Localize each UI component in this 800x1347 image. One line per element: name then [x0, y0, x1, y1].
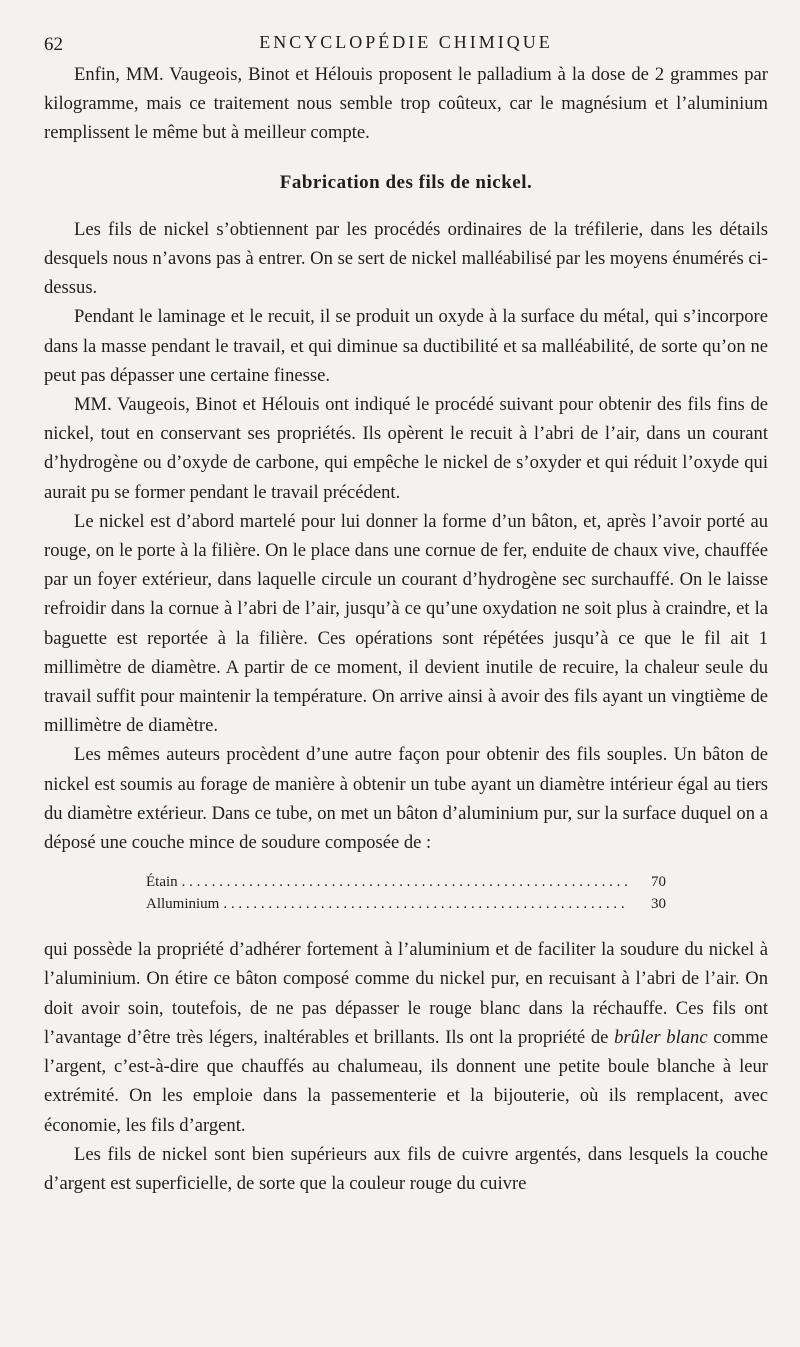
composition-row [146, 893, 666, 915]
paragraph-trefilerie: Les fils de nickel s’obtiennent par les procédés ordinaires de la tréfilerie, dans les détails desquels nous n’avons pas à entrer. On se sert de nickel malléabilisé par les moyens énumérés ci-dessus. [44, 218, 768, 299]
running-title: ENCYCLOPÉDIE CHIMIQUE [259, 32, 553, 52]
paragraph-proprietes [44, 935, 768, 1139]
page-number: 62 [44, 34, 63, 55]
composition-value: 30 [651, 896, 666, 913]
composition-name: Étain [146, 874, 178, 891]
paragraph-oxyde: Pendant le laminage et le recuit, il se produit un oxyde à la surface du métal, qui s’incorpore dans la masse pendant le travail, et qui diminue sa ductibilité et sa malléabilité, de sorte qu’on ne peut pas dépasser une certaine finesse. [44, 306, 768, 386]
composition-name: Alluminium [146, 896, 220, 913]
composition-value: 70 [651, 874, 666, 891]
paragraph-text: comme l’argent, c’est-à-dire que chauffés au chalumeau, ils donnent une petite boule blanche à leur extrémité. On les emploie dans la passementerie et la bijouterie, où ils remplacent, avec économie, les fils d’argent. [44, 1026, 769, 1136]
body-text [44, 60, 768, 1198]
paragraph-cuivre-argente: Les fils de nickel sont bien supérieurs aux fils de cuivre argentés, dans lesquels la couche d’argent est superficielle, de sorte que la couleur rouge du cuivre [44, 1143, 768, 1194]
composition-row [146, 871, 666, 893]
solder-composition-table [146, 871, 666, 915]
paragraph-fils-souples: Les mêmes auteurs procèdent d’une autre façon pour obtenir des fils souples. Un bâton de nickel est soumis au forage de manière à obtenir un tube ayant un diamètre intérieur égal au tiers du diamètre extérieur. Dans ce tube, on met un bâton d’aluminium pur, sur la surface duquel on a déposé une couche mince de soudure composée de : [44, 744, 768, 854]
leader-dots [223, 893, 628, 915]
paragraph-recuit: MM. Vaugeois, Binot et Hélouis ont indiqué le procédé suivant pour obtenir des fils fins de nickel, tout en conservant ses propriétés. Ils opèrent le recuit à l’abri de l’air, dans un courant d’hydrogène ou d’oxyde de carbone, qui empêche le nickel de s’oxyder et qui réduit l’oxyde qui aurait pu se former pendant le travail précédent. [44, 394, 768, 503]
leader-dots [182, 871, 628, 893]
section-heading: Fabrication des fils de nickel. [279, 171, 533, 193]
page-header [44, 30, 768, 56]
paragraph-palladium: Enfin, MM. Vaugeois, Binot et Hélouis proposent le palladium à la dose de 2 grammes par kilogramme, mais ce traitement nous semble trop coûteux, car le magnésium et l’aluminium remplissent le même but à meilleur compte. [44, 64, 768, 144]
paragraph-text: qui possède la propriété d’adhérer fortement à l’aluminium et de faciliter la soudure du nickel à l’aluminium. On étire ce bâton composé comme du nickel pur, en recuisant à l’abri de l’air. On doit avoir soin, toutefois, de ne pas dépasser le rouge blanc dans la réchauffe. Ces fils ont l’avantage d’être très légers, inaltérables et brillants. Ils ont la propriété de [44, 939, 768, 1048]
italic-term: brûler blanc [614, 1026, 708, 1048]
paragraph-martele: Le nickel est d’abord martelé pour lui donner la forme d’un bâton, et, après l’avoir porté au rouge, on le porte à la filière. On le place dans une cornue de fer, enduite de chaux vive, chauffée par un foyer extérieur, dans laquelle circule un courant d’hydrogène sec surchauffé. On le laisse refroidir dans la cornue à l’abri de l’air, jusqu’à ce qu’une oxydation ne soit plus à craindre, et la baguette est reportée à la filière. Ces opérations sont répétées jusqu’à ce que le fil ait 1 millimètre de diamètre. A partir de ce moment, il devient inutile de recuire, la chaleur seule du travail suffit pour maintenir la température. On arrive ainsi à avoir des fils ayant un vingtième de millimètre de diamètre. [44, 510, 768, 737]
